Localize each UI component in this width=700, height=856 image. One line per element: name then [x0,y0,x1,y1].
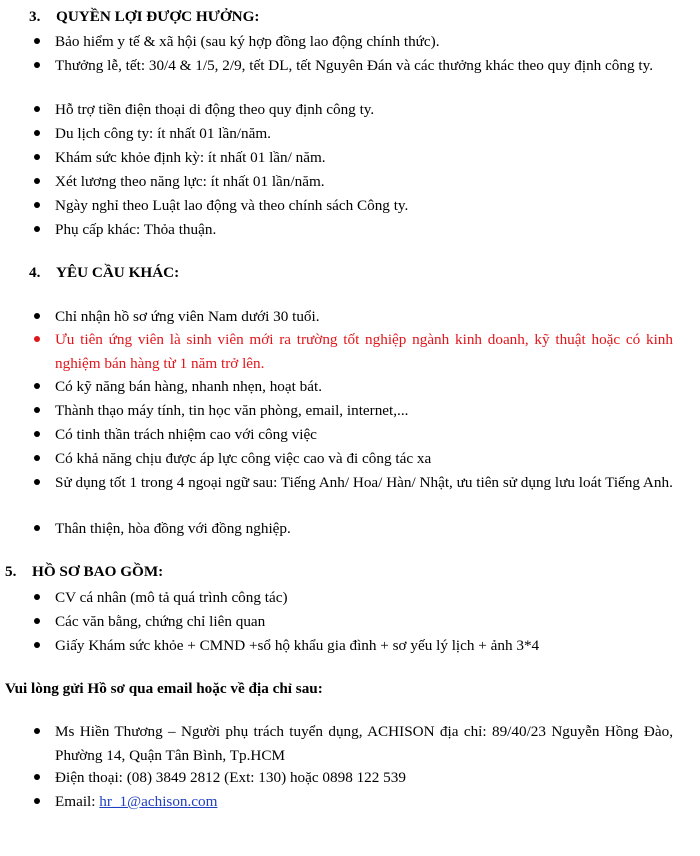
bullet-icon [34,618,40,624]
list-item-text: Có kỹ năng bán hàng, nhanh nhẹn, hoạt bát. [55,378,322,395]
bullet-icon [34,202,40,208]
bullet-icon [34,62,40,68]
bullet-icon [34,455,40,461]
contact-heading: Vui lòng gửi Hồ sơ qua email hoặc về địa chỉ sau: [5,680,323,697]
bullet-icon [34,642,40,648]
bullet-icon [34,313,40,319]
list-item-text: Khám sức khỏe định kỳ: ít nhất 01 lần/ năm. [55,149,326,166]
section-4-number: 4. [29,264,41,281]
list-item-text: Ưu tiên ứng viên là sinh viên mới ra trường tốt nghiệp ngành kinh doanh, kỹ thuật hoặc có kinh nghiệm bán hàng từ 1 năm trở lên. [55,331,673,372]
section-3-number: 3. [29,8,41,25]
bullet-icon [34,130,40,136]
bullet-icon [34,383,40,389]
bullet-icon [34,774,40,780]
bullet-icon [34,728,40,734]
bullet-icon [34,226,40,232]
list-item-text: Phụ cấp khác: Thỏa thuận. [55,221,217,238]
bullet-icon [34,479,40,485]
list-item-text: Thân thiện, hòa đồng với đồng nghiệp. [55,520,291,537]
list-item-text: Có tinh thần trách nhiệm cao với công việc [55,426,317,443]
contact-person-text: Ms Hiền Thương – Người phụ trách tuyển dụng, ACHISON địa chỉ: 89/40/23 Nguyễn Hồng Đào, Phường 14, Quận Tân Bình, Tp.HCM [55,723,673,764]
section-5-heading [5,563,163,581]
section-3-title: QUYỀN LỢI ĐƯỢC HƯỞNG: [56,8,260,25]
section-3-heading [29,8,259,26]
list-item-text: Giấy Khám sức khỏe + CMND +sổ hộ khẩu gia đình + sơ yếu lý lịch + ảnh 3*4 [55,637,540,654]
bullet-icon [34,154,40,160]
bullet-icon [34,798,40,804]
section-5-number: 5. [5,563,17,580]
list-item-text: Có khả năng chịu được áp lực công việc cao và đi công tác xa [55,450,432,467]
bullet-icon [34,594,40,600]
list-item-text: Thưởng lễ, tết: 30/4 & 1/5, 2/9, tết DL, tết Nguyên Đán và các thưởng khác theo quy định công ty. [55,57,653,74]
bullet-icon [34,38,40,44]
list-item-text: Các văn bằng, chứng chỉ liên quan [55,613,266,630]
list-item-text: Sử dụng tốt 1 trong 4 ngoại ngữ sau: Tiếng Anh/ Hoa/ Hàn/ Nhật, ưu tiên sử dụng lưu loát Tiếng Anh. [55,474,673,491]
email-link[interactable]: hr_1@achison.com [99,793,218,810]
bullet-icon [34,106,40,112]
bullet-icon [34,178,40,184]
list-item-text: Thành thạo máy tính, tin học văn phòng, email, internet,... [55,402,409,419]
email-label: Email: [55,793,100,810]
section-4-title: YÊU CẦU KHÁC: [56,264,180,281]
bullet-icon [34,525,40,531]
list-item-text: Bảo hiểm y tế & xã hội (sau ký hợp đồng lao động chính thức). [55,33,440,50]
bullet-icon [34,407,40,413]
section-4-heading [29,264,179,282]
list-item-text: Du lịch công ty: ít nhất 01 lần/năm. [55,125,271,142]
list-item-text: Xét lương theo năng lực: ít nhất 01 lần/năm. [55,173,325,190]
bullet-icon [34,336,40,342]
list-item-text: Chỉ nhận hồ sơ ứng viên Nam dưới 30 tuổi. [55,308,320,325]
list-item-text: Hỗ trợ tiền điện thoại di động theo quy định công ty. [55,101,375,118]
contact-phone-text: Điện thoại: (08) 3849 2812 (Ext: 130) hoặc 0898 122 539 [55,769,406,786]
section-5-title: HỒ SƠ BAO GỒM: [32,563,164,580]
bullet-icon [34,431,40,437]
list-item-text: CV cá nhân (mô tả quá trình công tác) [55,589,288,606]
contact-email-line [55,790,673,814]
list-item-text: Ngày nghỉ theo Luật lao động và theo chính sách Công ty. [55,197,409,214]
